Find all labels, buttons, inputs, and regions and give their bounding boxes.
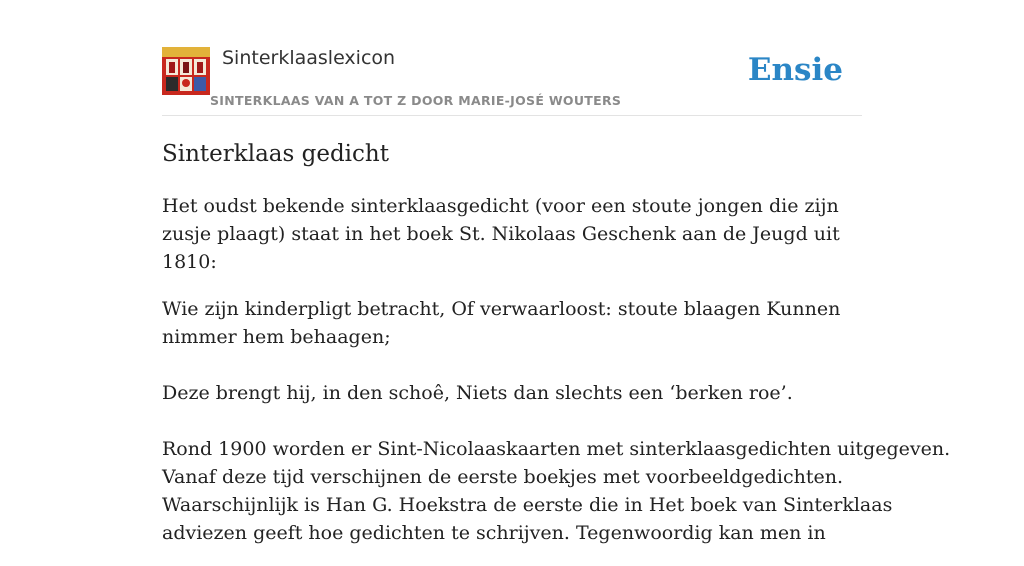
poem-text xyxy=(162,295,862,351)
book-cover-avatar-icon[interactable] xyxy=(162,47,210,95)
spacer xyxy=(162,407,862,435)
paragraph-intro: Het oudst bekende sinterklaasgedicht (voor een stoute jongen die zijn zusje plaagt) staat in het boek St. Nikolaas Geschenk aan de Jeugd uit 1810: xyxy=(162,195,840,273)
history-line: Rond 1900 worden er Sint-Nicolaaskaarten met sinterklaasgedichten uitgegeven. xyxy=(162,438,951,460)
brand-logo[interactable]: Ensie xyxy=(747,52,843,88)
site-subtitle: SINTERKLAAS VAN A TOT Z DOOR MARIE-JOSÉ WOUTERS xyxy=(210,93,622,108)
article xyxy=(162,138,951,566)
poem-line-2: Deze brengt hij, in den schoê, Niets dan slechts een ‘berken roe’. xyxy=(162,382,793,404)
history-line: adviezen geeft hoe gedichten te schrijven. Tegenwoordig kan men in xyxy=(162,522,826,544)
poem-line-1: Wie zijn kinderpligt betracht, Of verwaarloost: stoute blaagen Kunnen nimmer hem behaagen; xyxy=(162,298,841,348)
spacer xyxy=(162,351,862,379)
header-divider xyxy=(162,115,862,116)
history-line: Waarschijnlijk is Han G. Hoekstra de eerste die in Het boek van Sinterklaas xyxy=(162,494,893,516)
paragraph-history xyxy=(162,435,951,547)
history-line: Vanaf deze tijd verschijnen de eerste boekjes met voorbeeldgedichten. xyxy=(162,466,844,488)
poem-text-2 xyxy=(162,379,862,407)
site-name[interactable]: Sinterklaaslexicon xyxy=(222,47,396,69)
article-title: Sinterklaas gedicht xyxy=(162,141,389,167)
